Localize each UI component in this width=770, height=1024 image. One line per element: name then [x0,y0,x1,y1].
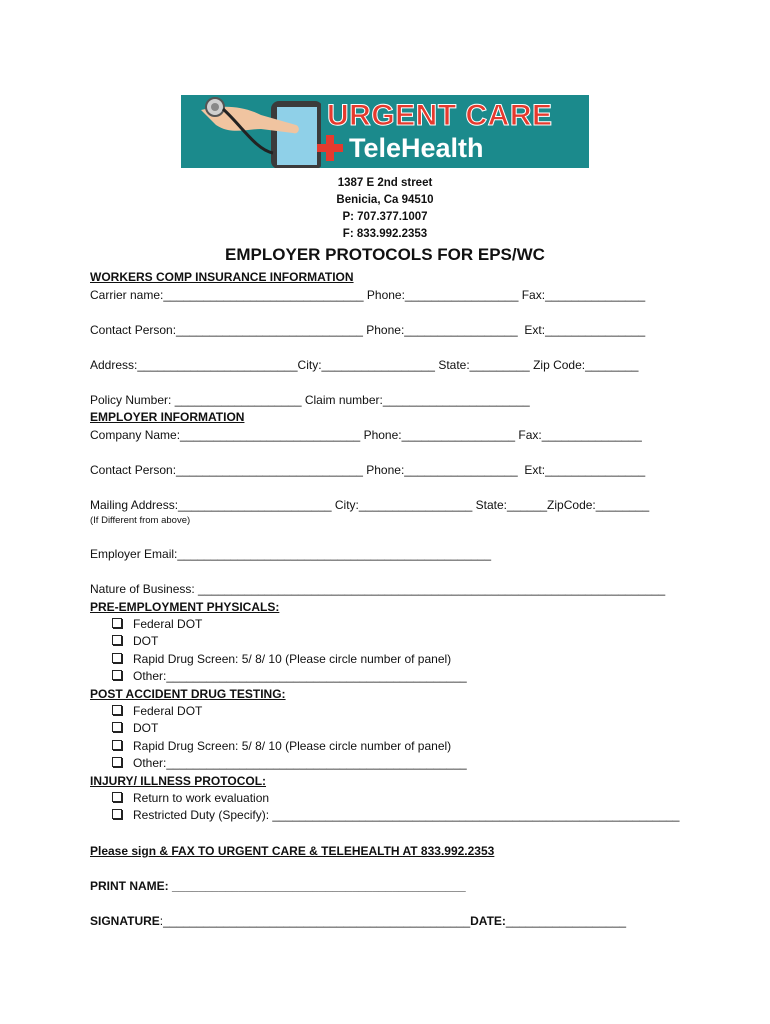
logo-text-telehealth: TeleHealth [349,133,484,163]
employer-email-field[interactable]: Employer Email:_______________________________________________ [90,547,492,561]
checkbox-icon[interactable] [112,722,122,732]
pre-employment-option[interactable]: Other:_____________________________________________ [112,669,467,683]
checkbox-icon[interactable] [112,635,122,645]
post-accident-option[interactable]: Other:_____________________________________________ [112,756,467,770]
red-cross-icon [315,133,345,163]
pre-employment-option[interactable]: Rapid Drug Screen: 5/ 8/ 10 (Please circle number of panel) [112,652,451,666]
address-street: 1387 E 2nd street [337,177,433,189]
checkbox-icon[interactable] [112,705,122,715]
policy-claim-field[interactable]: Policy Number: ___________________ Claim number:______________________ [90,393,530,407]
checkbox-icon[interactable] [112,670,122,680]
pre-employment-option[interactable]: Federal DOT [112,617,202,631]
checkbox-icon[interactable] [112,757,122,767]
pre-employment-option[interactable]: DOT [112,634,158,648]
checkbox-icon[interactable] [112,792,122,802]
checkbox-icon[interactable] [112,618,122,628]
mailing-address-note: (If Different from above) [90,515,191,526]
section-employer-heading: EMPLOYER INFORMATION [90,410,245,424]
address-city: Benicia, Ca 94510 [336,194,434,206]
checkbox-icon[interactable] [112,809,122,819]
employer-contact-person-field[interactable]: Contact Person:____________________________ Phone:_________________ Ext:_______________ [90,463,646,477]
wc-address-field[interactable]: Address:________________________City:_________________ State:_________ Zip Code:________ [90,358,639,372]
section-post-accident-heading: POST ACCIDENT DRUG TESTING: [90,687,286,701]
urgent-care-telehealth-logo [181,95,589,168]
date-label: DATE: [470,914,506,928]
post-accident-option[interactable]: Rapid Drug Screen: 5/ 8/ 10 (Please circle number of panel) [112,739,451,753]
section-workers-comp-heading: WORKERS COMP INSURANCE INFORMATION [90,270,354,284]
mailing-address-field[interactable]: Mailing Address:_______________________ City:_________________ State:______ZipCode:________ [90,498,650,512]
form-title: EMPLOYER PROTOCOLS FOR EPS/WC [225,245,545,264]
fax-instruction: Please sign & FAX TO URGENT CARE & TELEHEALTH AT 833.992.2353 [90,844,495,858]
section-pre-employment-heading: PRE-EMPLOYMENT PHYSICALS: [90,600,280,614]
company-name-field[interactable]: Company Name:___________________________ Phone:_________________ Fax:_______________ [90,428,642,442]
wc-contact-person-field[interactable]: Contact Person:____________________________ Phone:_________________ Ext:_______________ [90,323,646,337]
section-injury-heading: INJURY/ ILLNESS PROTOCOL: [90,774,267,788]
date-field[interactable]: __________________ [505,914,627,928]
logo-text-urgent-care: URGENT CARE [327,99,553,132]
post-accident-option[interactable]: Federal DOT [112,704,202,718]
signature-field[interactable]: :______________________________________________ [159,914,471,928]
injury-option[interactable]: Restricted Duty (Specify): _____________________________________________________________ [112,808,679,822]
checkbox-icon[interactable] [112,740,122,750]
nature-of-business-field[interactable]: Nature of Business: ______________________________________________________________________ [90,582,666,596]
signature-label: SIGNATURE [90,914,160,928]
injury-option[interactable]: Return to work evaluation [112,791,269,805]
carrier-name-field[interactable]: Carrier name:______________________________ Phone:_________________ Fax:_______________ [90,288,646,302]
checkbox-icon[interactable] [112,653,122,663]
post-accident-option[interactable]: DOT [112,721,158,735]
address-fax: F: 833.992.2353 [342,228,428,240]
address-phone: P: 707.377.1007 [342,211,428,223]
print-name-field[interactable]: PRINT NAME: ____________________________________________ [90,879,466,893]
telehealth-phone-icon [201,95,321,168]
signature-date-row[interactable] [90,914,626,928]
